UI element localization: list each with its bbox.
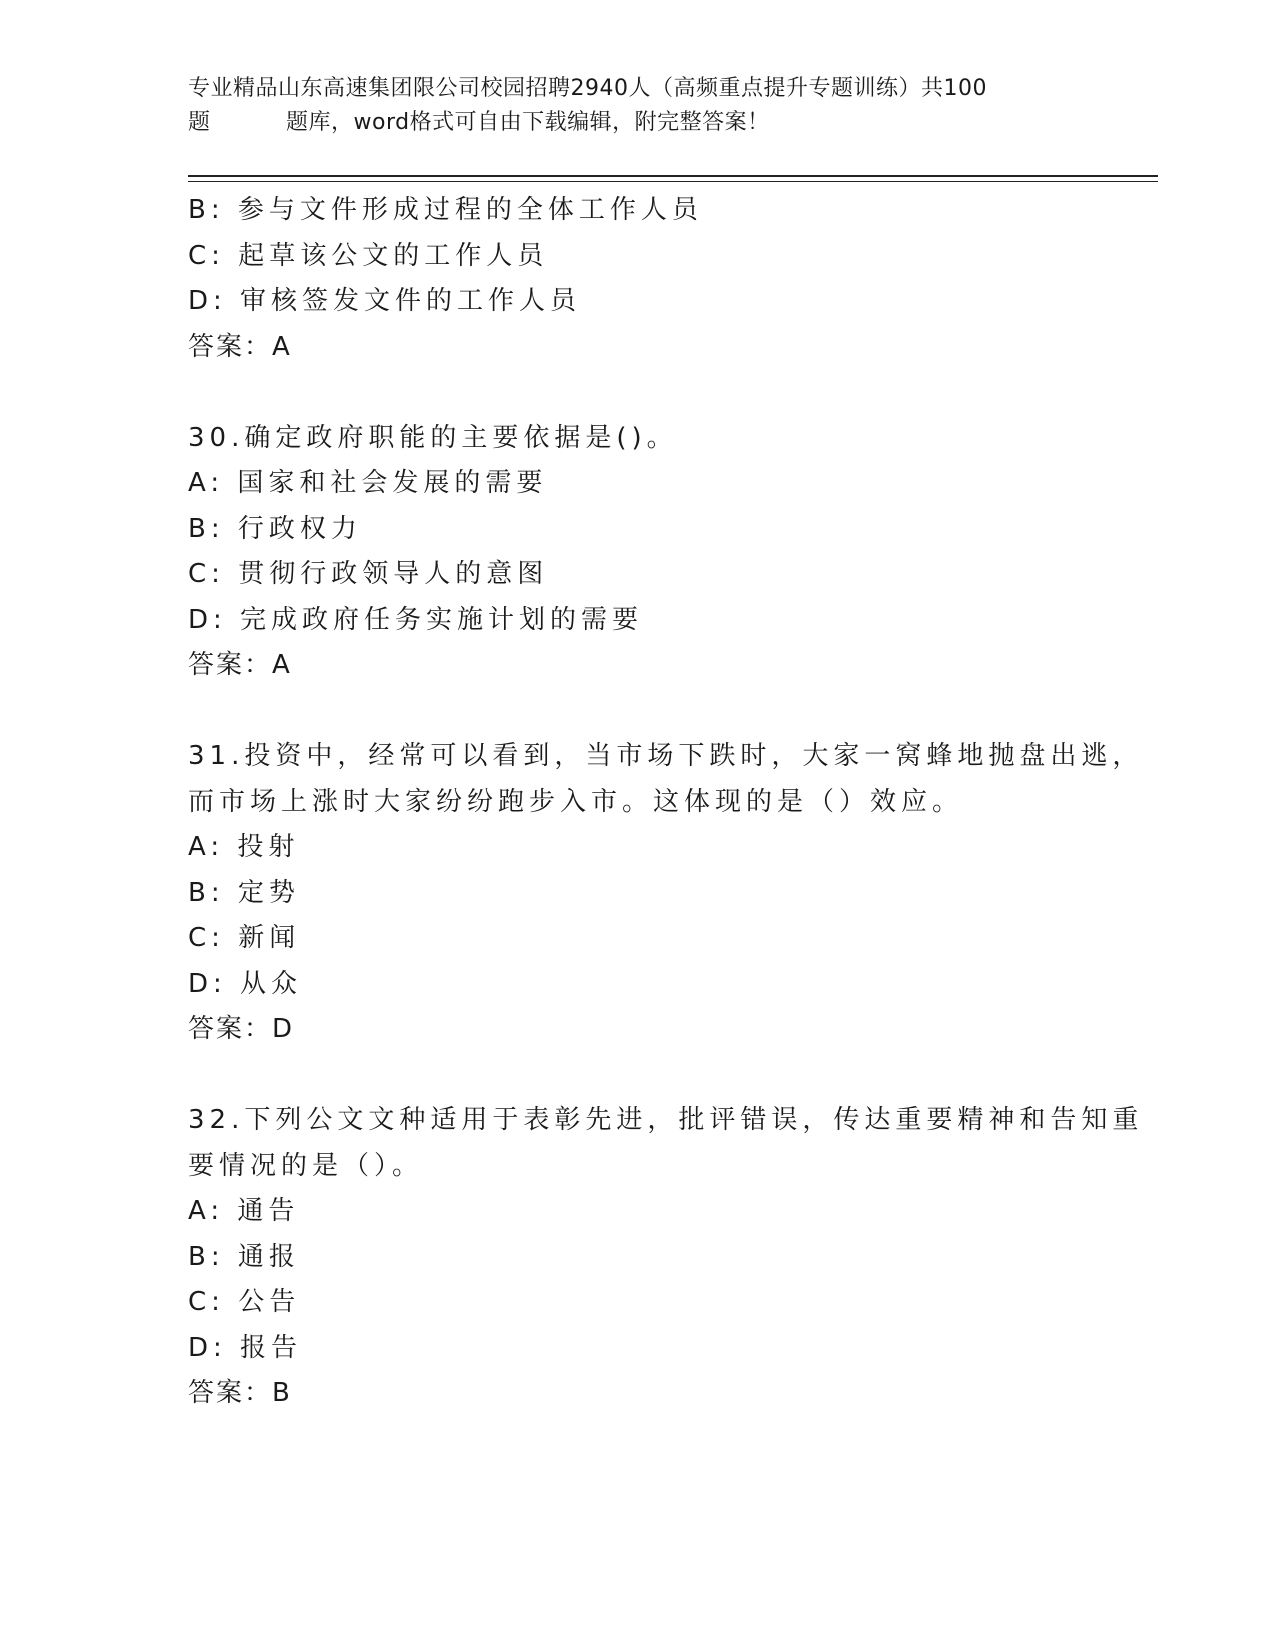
question-30: [188, 416, 1088, 689]
option-text: 通告: [237, 1196, 300, 1226]
option-d: [188, 1326, 1088, 1372]
header-title-line2-rest: 题库，word格式可自由下载编辑，附完整答案！: [286, 110, 770, 135]
question-text: 要情况的是（）。: [188, 1150, 424, 1181]
option-label: D:: [188, 286, 227, 316]
option-text: 公告: [238, 1287, 301, 1317]
option-c: [188, 1280, 1088, 1326]
spacer: [188, 370, 1088, 416]
option-d: [188, 962, 1088, 1008]
option-text: 通报: [237, 1241, 300, 1272]
question-31: [188, 734, 1144, 1053]
option-label: A:: [188, 1196, 225, 1226]
spacer: [188, 1053, 1088, 1099]
question-29-continued: [188, 188, 1088, 370]
option-text: 行政权力: [237, 513, 362, 544]
document-header: [188, 72, 1088, 140]
question-text: 31.投资中，经常可以看到，当市场下跌时，大家一窝蜂地抛盘出逃，: [188, 741, 1144, 771]
option-label: C:: [188, 923, 225, 953]
option-text: 起草该公文的工作人员: [238, 240, 549, 271]
answer: 答案：D: [188, 1014, 295, 1044]
option-text: 国家和社会发展的需要: [237, 468, 548, 498]
option-b: [188, 1235, 1088, 1281]
header-title-line2-lead: 题: [188, 110, 211, 135]
option-c: [188, 552, 1088, 598]
option-text: 从众: [240, 968, 303, 999]
question-32: [188, 1098, 1144, 1417]
option-label: C:: [188, 240, 225, 271]
option-text: 完成政府任务实施计划的需要: [240, 604, 644, 635]
question-list: [188, 188, 1144, 1417]
question-text: 32.下列公文文种适用于表彰先进，批评错误，传达重要精神和告知重: [188, 1105, 1144, 1135]
option-text: 定势: [237, 877, 300, 908]
option-text: 审核签发文件的工作人员: [240, 286, 582, 316]
header-title-line2: [188, 106, 1088, 140]
option-text: 新闻: [238, 923, 301, 953]
option-b: [188, 871, 1088, 917]
option-text: 贯彻行政领导人的意图: [238, 559, 549, 589]
option-label: C:: [188, 559, 225, 589]
answer: 答案：A: [188, 650, 292, 680]
answer: 答案：A: [188, 331, 292, 362]
option-b: [188, 188, 1088, 234]
option-label: B:: [188, 877, 225, 908]
option-a: [188, 1189, 1088, 1235]
header-divider-thick: [188, 175, 1158, 177]
option-label: D:: [188, 604, 227, 635]
option-text: 参与文件形成过程的全体工作人员: [237, 195, 703, 225]
option-b: [188, 507, 1088, 553]
spacer: [188, 689, 1088, 735]
option-label: A:: [188, 832, 225, 862]
option-c: [188, 916, 1088, 962]
option-label: B:: [188, 513, 225, 544]
option-label: D:: [188, 1332, 227, 1363]
header-title-line1: 专业精品山东高速集团限公司校园招聘2940人（高频重点提升专题训练）共100: [188, 76, 987, 101]
answer: 答案：B: [188, 1378, 292, 1408]
option-label: B:: [188, 1241, 225, 1272]
option-label: B:: [188, 195, 225, 225]
option-label: A:: [188, 468, 225, 498]
option-label: C:: [188, 1287, 225, 1317]
option-c: [188, 234, 1088, 280]
option-a: [188, 825, 1088, 871]
option-d: [188, 279, 1088, 325]
question-text: 而市场上涨时大家纷纷跑步入市。这体现的是（）效应。: [188, 786, 964, 817]
option-text: 报告: [240, 1332, 303, 1363]
question-text: 30.确定政府职能的主要依据是()。: [188, 422, 678, 453]
option-d: [188, 598, 1088, 644]
option-text: 投射: [237, 832, 300, 862]
option-label: D:: [188, 968, 227, 999]
header-divider-thin: [188, 181, 1158, 182]
option-a: [188, 461, 1088, 507]
